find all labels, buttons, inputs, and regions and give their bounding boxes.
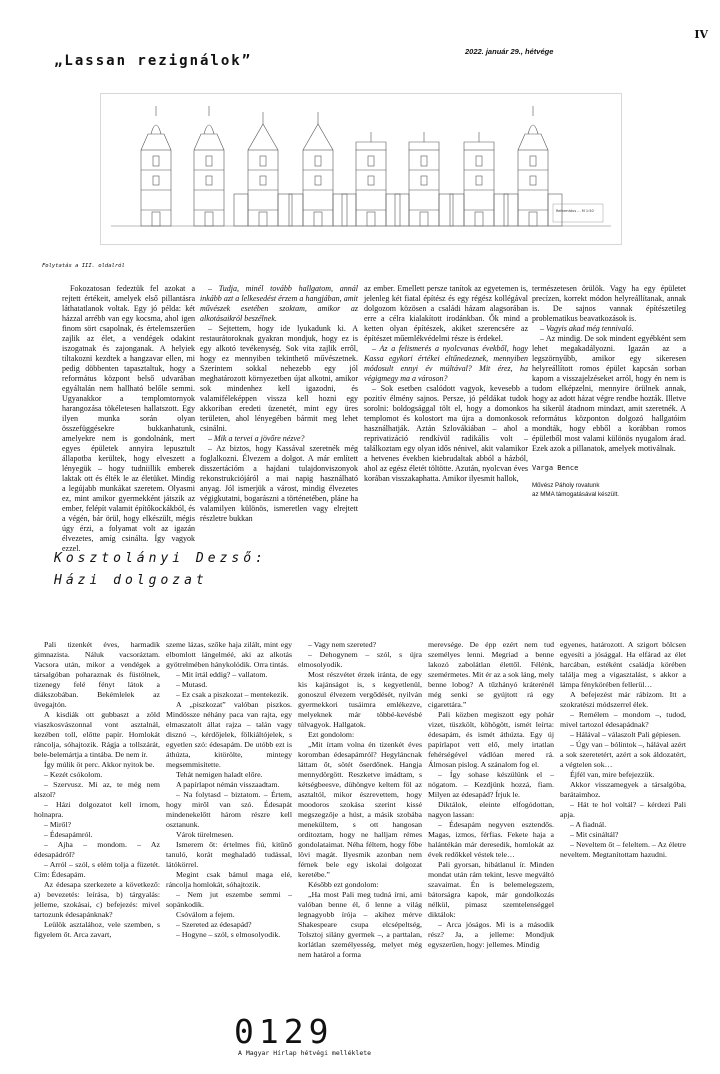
paragraph: – Na folytasd – biztatom. – Értem, hogy miről van szó. Édesapát mindenekelőtt három részre kell osztanunk. <box>166 790 292 829</box>
article1-column-1 <box>62 284 195 554</box>
paragraph: – Kezét csókolom. <box>44 770 103 779</box>
article1-column-4 <box>532 284 686 499</box>
paragraph: Diktálok, eleinte elfogódottan, nagyon lassan: <box>428 800 554 819</box>
paragraph: Most részvétet érzek iránta, de egy kis kajánságot is, s kegyetlenül, gonoszul élvezem vergődését, nyilván gyermekkori tusáimra emlékezve, melyeknek már többé-kevésbé túlvagyok. Hallgatok. <box>298 670 422 729</box>
paragraph: – A fiadnál. <box>570 820 607 829</box>
tower-elevation <box>234 112 292 226</box>
paragraph: merevsége. De épp ezért nem tud személyes lenni. Megriad a benne lakozó zabolátlan élettől. Félénk, szemérmetes. Mit ér az a sok láng, mely benne lobog? A tűzhányó kráterénél még senki se gyújtott rá egy cigarettára.” <box>428 640 554 709</box>
paragraph: – Szereted az édesapád? <box>176 920 252 929</box>
tower-elevation <box>450 132 508 226</box>
paragraph: Tehát nemigen haladt előre. <box>176 770 263 779</box>
paragraph: A „piszkozat” valóban piszkos. Mindössze néhány paca van rajta, egy elmaszatolt állat rajza – talán vagy disznó –, kérdőjelek, fölkiáltójelek, s egyetlen szó: édesapám. De utóbb ezt is áthúzta, kitörölte, mintegy megsemmisítette. <box>166 700 292 769</box>
paragraph: az ember. Emellett persze tanítok az egyetemen is, jelenleg két fiatal építész és egy régész kollégával dolgozom közösen a családi házam alagsorában erre a célra kialakított irodánkban. Ők mind a ketten olyan építészek, akiket szerencsére az építészet műemlékvédelmi része is érdekel. <box>364 284 528 343</box>
paragraph: – Mik a tervei a jövőre nézve? <box>208 434 305 443</box>
paragraph: – Házi dolgozatot kell írnom, holnapra. <box>34 800 160 819</box>
article1-column-2 <box>200 284 358 524</box>
issue-number: 0129 <box>234 1012 334 1051</box>
paragraph: – Vagyis akad még tennivaló. <box>540 324 634 333</box>
story-column-2 <box>166 640 292 940</box>
story-column-1 <box>34 640 160 940</box>
paragraph: – Remélem – mondom –, tudod, mivel tartozol édesapádnak? <box>560 710 686 729</box>
tower-elevation <box>504 106 562 226</box>
paragraph: A papírlapot némán visszaadtam. <box>176 780 280 789</box>
church-elevation-drawing <box>100 93 622 245</box>
drawing-caption: Folytatás a III. oldalról <box>42 263 125 269</box>
page-number: IV <box>694 28 708 41</box>
paragraph: szeme lázas, szőke haja zilált, mint egy elbomlott lángelméé, aki az alkotás gyötrelmében hánykolódik. Orra tintás. <box>166 640 292 669</box>
paragraph: A kisdiák ott gubbaszt a zöld viaszkosvászonnal vont asztalnál, kezében toll, előtte papír. Homlokát ráncolja, sóhajtozik. Rágja a tollszárát, bele-belemártja a tintába. De nem ír. <box>34 710 160 759</box>
paragraph: – Vagy nem szereted? <box>308 640 377 649</box>
paragraph: – Mit írtál eddig? – vallatom. <box>176 670 268 679</box>
paragraph: – Szervusz. Mi az, te még nem alszol? <box>34 780 160 799</box>
paragraph: Csóválom a fejem. <box>176 910 235 919</box>
paragraph: – Ez csak a piszkozat – mentekezik. <box>176 690 289 699</box>
paragraph: – Az biztos, hogy Kassával szeretnék még foglalkozni. Élvezem a dolgot. A már említett disszertációm a hajdani tulajdonviszonyok rekonstrukciójáról a mai napig használható anyag. Jól ismerjük a várost, mindig élvezetes végigkutatni, bogarászni a történetében, pláne ha valamilyen különös, ismeretlen vagy elrejtett részletre bukkan <box>200 444 358 523</box>
story-column-5 <box>560 640 686 860</box>
paragraph: – Hogyne – szól, s elmosolyodik. <box>176 930 281 939</box>
paragraph: Ismerem őt: értelmes fiú, kitűnő tanuló, korát meghaladó tudással, látókörrel. <box>166 840 292 869</box>
supplement-label: A Magyar Hírlap hétvégi melléklete <box>238 1049 372 1057</box>
paragraph: Így múlik öt perc. Akkor nyitok be. <box>44 760 155 769</box>
story-column-3 <box>298 640 422 960</box>
paragraph: Akkor visszamegyek a társalgóba, barátaimhoz. <box>560 780 686 799</box>
paragraph: Pali tizenkét éves, harmadik gimnazista. Náluk vacsoráztam. Vacsora után, mikor a vendégek a társalgóban poharaznak és füstölnek, tizenegy felé fényt látok a diákszobában. Bekémlelek az üvegajtón. <box>34 640 160 709</box>
paragraph: – Az a felismerés a nyolcvanas évekből, hogy Kassa egykori értékei eltűnedeznek, mennyiben módosult ennyi év múltával? Mit érez, ha végigmegy ma a városon? <box>364 344 528 383</box>
paragraph: – Sejtettem, hogy ide lyukadunk ki. A restaurátoroknak gyakran mondjuk, hogy ez is egy alkotó tevékenység. Sok vita zajlik erről, hogy ez mennyiben tekinthető művészetnek. Szerintem sokkal nehezebb egy jól meghatározott környezetben újat alkotni, amikor sok mindenhez kell igazodni, és valamiféleképpen vissza kell hozni egy akkoriban eredeti üzenetét, mint egy üres területen, ahol lényegében bármit meg lehet csinálni. <box>200 324 358 433</box>
paragraph: – Sok esetben csalódott vagyok, kevesebb a pozitív élmény sajnos. Persze, jó példákat tudok sorolni: boldogsággal tölt el, hogy a domonkos templomot és kolostort ma újra a domonkosok használhatják. Aztán Szlovákiában – ahol a reprivatizáció rendkívül radikális volt – találkoztam egy olyan idős nénivel, akit valamikor a hetvenes években kiebrudaltak abból a házból, ahol az egész életét töltötte. Azután, nyolcvan éves korában visszakaphatta. Amikor ilyesmit hallok, <box>364 384 528 483</box>
paragraph: – Hát te hol voltál? – kérdezi Pali apja. <box>560 800 686 819</box>
paragraph: – Mit csináltál? <box>570 830 619 839</box>
paragraph: Pali közben megiszott egy pohár vizet, tüszkölt, köhögött, ismét leírta: édesapám, és ismét áthúzta. Egy új papírlapot vett elő, mely irtatlan fehérségével vádlóan mered rá. Álmosan pislog. A szánalom fog el. <box>428 710 554 769</box>
sponsor-note-2: az MMA támogatásával készült. <box>532 491 620 498</box>
paragraph: – Arról – szól, s elém tolja a füzetét. Cím: Édesapám. <box>34 860 160 879</box>
sponsor-note-1: Művész Páholy rovatunk <box>532 482 600 489</box>
paragraph: – Hálával – válaszolt Pali gépiesen. <box>570 730 681 739</box>
article1-column-3 <box>364 284 528 484</box>
paragraph: Később ezt gondolom: <box>308 880 379 889</box>
story-title <box>54 548 267 592</box>
paragraph: Fokozatosan fedeztük fel azokat a rejtett értékeit, amelyek első pillantásra láthatatlanok voltak. Egy jó példa: két házzal arrébb van egy kocsma, ahol igen finom sört csapolnak, és értelemszerűen zajlik az élet, a vendégek odakint iszogatnak és zajonganak. A helyiek tiltakozni kezdtek a hangzavar ellen, mi pedig döbbenten tapasztaltuk, hogy a református központ belső udvarában egyáltalán nem hallható belőle semmi. Ugyanakkor a templomtornyok harangozása tökéletesen hallatszott. Egy ilyen munka során olyan összefüggésekre bukkanhatunk, amelyekre nem is gondolnánk, mert egyes épületek annyira lepusztult állapotba kerültek, hogy elveszett a lényegük – hogy tudniillik emberek laktak ott és élték le az életüket. Mindig a legújabb munkákat szeretem. Olyasmi ez, mint amikor gyermekként játszik az ember, felépít valamit építőkockákból, és a végén, bár örül, hogy elkészült, mégis úgy érzi, a folyamat volt az igazán élvezetes, amíg csinálta. Így vagyok ezzel. <box>62 284 195 553</box>
paragraph: – Dehogynem – szól, s újra elmosolyodik. <box>298 650 422 669</box>
paragraph: Megint csak bámul maga elé, ráncolja homlokát, sóhajtozik. <box>166 870 292 889</box>
drawing-stamp <box>553 204 603 222</box>
article-title: „Lassan rezignálok” <box>54 53 253 69</box>
paragraph: – Tudja, minél tovább hallgatom, annál inkább azt a lelkesedést érzem a hangjában, amit művészek esetében szoktam, amikor az alkotásaikról beszélnek. <box>200 284 358 323</box>
paragraph: „Mit írtam volna én tizenkét éves koromban édesapámról? Hegyláncnak láttam őt, sötét őserdőnek. Hangja mennydörgött. Reszketve imádtam, s kétségbeesve, dühöngve keltem föl az asztaltól, mikor észrevettem, hogy moodoros szokása szerint kissé megszegzője a húst, a másik szobába menekültem, s ott hangosan orditoztam, hogy ne halljam rémes gondolataimat. Néha féltem, hogy főbe lövi magát. Ilyesmik azonban nem férnek bele egy iskolai dolgozat keretébe.” <box>298 740 422 879</box>
tower-elevation <box>395 132 453 226</box>
paragraph: Ezt gondolom: <box>308 730 355 739</box>
paragraph: – Arca jóságos. Mi is a második rész? Ja, a jelleme: Mondjuk egyszerűen, hogy: jellemes. Mindig <box>428 920 554 949</box>
author-name: Varga Bence <box>532 464 579 472</box>
tower-elevation <box>289 112 347 226</box>
tower-elevation <box>342 132 400 226</box>
paragraph: Éjfél van, mire befejezzük. <box>570 770 655 779</box>
paragraph: – Miről? <box>44 820 72 829</box>
drawing-stamp-text: Református ... M 1:50 <box>556 209 594 213</box>
issue-date: 2022. január 29., hétvége <box>465 47 554 56</box>
paragraph: – Ajha – mondom. – Az édesapádról? <box>34 840 160 859</box>
paragraph: – Mutasd. <box>176 680 208 689</box>
paragraph: Várok türelmesen. <box>176 830 234 839</box>
story-title-author: Kosztolányi Dezső: <box>54 551 267 566</box>
story-title-name: Házi dolgozat <box>54 573 208 588</box>
paragraph: „Ha most Pali meg tudná írni, ami valóban benne él, ő lenne a világ legnagyobb írója – akihez mérve Shakespeare csupa elcsépeltség, Tolsztoj silány gyermek –, a parttalan, korlátlan személyesség, melyet még nem határol a forma <box>298 890 422 959</box>
tower-elevations-svg <box>101 94 621 244</box>
paragraph: – Édesapám negyven esztendős. Magas, izmos, férfias. Fekete haja a halántékán már deresedik, homlokát az évek redőkkel véstek tele… <box>428 820 554 859</box>
story-column-4 <box>428 640 554 950</box>
paragraph: – Úgy van – bólintok –, hálával azért a sok szeretetért, azért a sok áldozatért, a végtelen sok… <box>560 740 686 769</box>
paragraph: – Az mindig. De sok mindent egyébként sem lehet megakadályozni. Igazán az a legszörnyűbb, amikor egy sikeresen helyreállított romos épület kapcsán sorban kapom a visszajelzéseket arról, hogy én nem is tudom elképzelni, mennyire örülnek annak, hogy az adott házat végre rendbe hozták. Illetve ha sikerül átadnom mindazt, amit szeretnék. A református központon dolgozó hallgatóim mondták, hogy ebből a korábban romos épületből most valami különös nyugalom árad. Ezek azok a pillanatok, amelyek motiválnak. <box>532 334 686 453</box>
paragraph: – Így sohase készülünk el – nógatom. – Kezdjünk hozzá, fiam. Milyen az édesapád? Írjuk le. <box>428 770 554 799</box>
paragraph: egyenes, határozott. A szigort bölcsen egyesíti a jósággal. Ha elfárad az élet harcában, estéként családja körében találja meg a vigasztalást, s akkor a lámpa fénykörében fellerül… <box>560 640 686 689</box>
paragraph: Pali gyorsan, hibátlanul ír. Minden mondat után rám tekint, lesve megváltó szavaimat. Én is belemelegszem, bátorságra kapok, már gondolkozás nélkül, pimasz szemtelenséggel diktálok: <box>428 860 554 919</box>
paragraph: Leülök asztalához, vele szemben, s figyelem őt. Arca zavart, <box>34 920 160 939</box>
paragraph: – Nem jut eszembe semmi – sopánkodik. <box>166 890 292 909</box>
paragraph: természetesen örülök. Vagy ha egy épületet precízen, korrekt módon helyreállítanak, annak is. De sajnos vannak építészetileg problematikus beavatkozások is. <box>532 284 686 323</box>
tower-elevation <box>141 106 171 226</box>
paragraph: Az édesapa szerkezete a következő: a) bevezetés: leírása, b) tárgyalás: jelleme, szokásai, c) befejezés: mivel tartozunk édesapánknak? <box>34 880 160 919</box>
tower-elevation <box>194 106 224 226</box>
paragraph: – Neveltem őt – feleltem. – Az életre neveltem. Megtanítottam hazudni. <box>560 840 686 859</box>
paragraph: – Édesapámról. <box>44 830 93 839</box>
paragraph: A befejezést már rábízom. Itt a szokratészi módszerrel élek. <box>560 690 686 709</box>
